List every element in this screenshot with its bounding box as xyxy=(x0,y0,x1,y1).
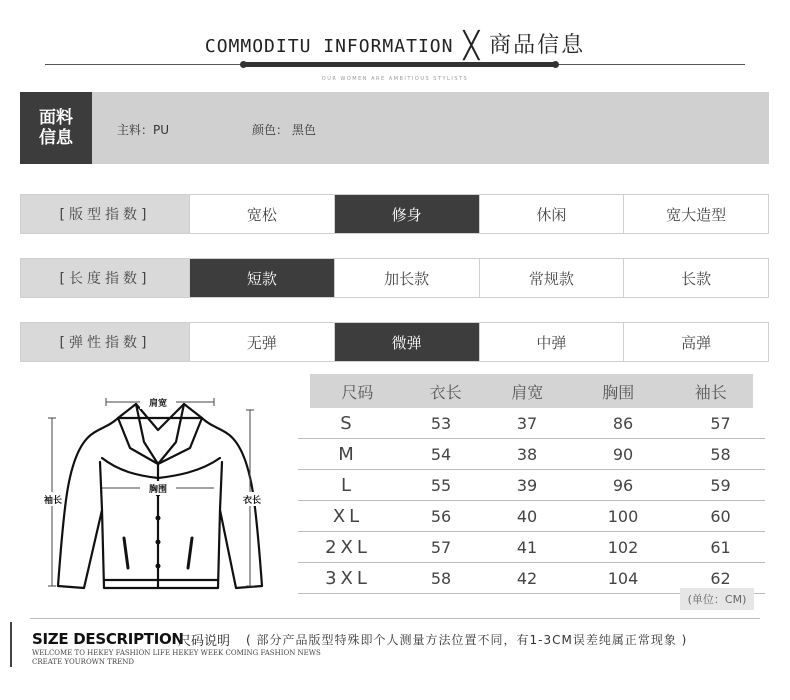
sleeve-cell: 58 xyxy=(710,444,731,464)
size-description-cn: 尺码说明 xyxy=(178,634,231,649)
fabric-label-line1: 面料 xyxy=(39,108,73,128)
elasticity-option: 中弹 xyxy=(479,323,624,361)
size-cell: S xyxy=(340,412,356,434)
size-cell: 3XL xyxy=(325,567,371,589)
sleeve-cell: 59 xyxy=(710,475,731,495)
size-cell: 2XL xyxy=(325,536,371,558)
fabric-info-panel xyxy=(20,92,769,164)
header-shoulder: 肩宽 xyxy=(511,382,544,402)
page-title xyxy=(0,28,790,61)
size-cell: L xyxy=(340,474,356,496)
length-index-label: [长度指数] xyxy=(21,259,189,297)
length-index-row xyxy=(20,258,769,298)
elasticity-index-label: [弹性指数] xyxy=(21,323,189,361)
elasticity-index-row xyxy=(20,322,769,362)
unit-label: (单位：CM) xyxy=(680,588,754,610)
length-cell: 54 xyxy=(430,444,452,464)
chest-cell: 96 xyxy=(612,475,634,495)
fabric-label-line2: 信息 xyxy=(39,128,73,148)
table-row xyxy=(298,408,765,439)
length-cell: 57 xyxy=(430,537,452,557)
chest-cell: 100 xyxy=(607,506,639,526)
fabric-material: 主料：PU xyxy=(117,123,170,137)
sleeve-cell: 61 xyxy=(710,537,731,557)
sleeve-cell: 57 xyxy=(710,413,731,433)
header-length: 衣长 xyxy=(429,382,462,402)
fit-index-label: [版型指数] xyxy=(21,195,189,233)
fit-option: 宽松 xyxy=(189,195,334,233)
size-cell: M xyxy=(338,443,358,465)
footer-slogan-1: WELCOME TO HEKEY FASHION LIFE HEKEY WEEK COMING FASHION NEWS xyxy=(32,649,321,657)
header-chest: 胸围 xyxy=(602,382,635,402)
sleeve-cell: 62 xyxy=(710,568,731,588)
header-dot-right xyxy=(552,61,559,68)
shoulder-cell: 42 xyxy=(516,568,538,588)
size-description-title: SIZE DESCRIPTION xyxy=(32,630,184,648)
shoulder-cell: 40 xyxy=(516,506,538,526)
size-table-header xyxy=(310,374,753,408)
elasticity-option: 微弹 xyxy=(334,323,479,361)
length-label: 衣长 xyxy=(242,496,262,506)
table-row xyxy=(298,439,765,470)
length-option: 短款 xyxy=(189,259,334,297)
chest-cell: 90 xyxy=(612,444,634,464)
sleeve-cell: 60 xyxy=(710,506,731,526)
header-subtitle: OUR WOMEN ARE AMBITIOUS STYLISTS xyxy=(321,76,469,82)
length-cell: 55 xyxy=(430,475,452,495)
shoulder-cell: 37 xyxy=(516,413,538,433)
shoulder-label: 肩宽 xyxy=(148,399,168,409)
title-chinese: 商品信息 xyxy=(489,33,586,58)
chest-cell: 86 xyxy=(612,413,634,433)
fabric-info-label xyxy=(20,92,92,164)
shoulder-cell: 39 xyxy=(516,475,538,495)
footer-accent-bar xyxy=(10,622,12,667)
length-cell: 53 xyxy=(430,413,452,433)
title-english: COMMODITU INFORMATION xyxy=(204,36,454,57)
fit-option: 修身 xyxy=(334,195,479,233)
fit-option: 宽大造型 xyxy=(623,195,768,233)
elasticity-option: 高弹 xyxy=(623,323,768,361)
header-dot-left xyxy=(240,61,247,68)
length-option: 加长款 xyxy=(334,259,479,297)
shoulder-cell: 38 xyxy=(516,444,538,464)
table-row xyxy=(298,532,765,563)
length-option: 长款 xyxy=(623,259,768,297)
fabric-color: 颜色： 黑色 xyxy=(252,123,316,137)
jacket-illustration xyxy=(40,390,275,600)
chest-cell: 102 xyxy=(607,537,639,557)
size-description-note: ( 部分产品版型特殊即个人测量方法位置不同，有1-3CM误差纯属正常现象 ) xyxy=(246,633,688,647)
footer-slogan-2: CREATE YOUROWN TREND xyxy=(32,658,135,666)
header-size: 尺码 xyxy=(341,382,374,402)
shoulder-cell: 41 xyxy=(516,537,538,557)
chest-label: 胸围 xyxy=(148,485,168,495)
sleeve-label: 袖长 xyxy=(43,496,63,506)
header-bar xyxy=(243,62,556,67)
elasticity-option: 无弹 xyxy=(189,323,334,361)
title-separator: ╳ xyxy=(463,31,480,61)
fit-index-row xyxy=(20,194,769,234)
fit-option: 休闲 xyxy=(479,195,624,233)
header-sleeve: 袖长 xyxy=(694,382,727,402)
size-cell: XL xyxy=(332,505,364,527)
jacket-measurement-diagram xyxy=(40,390,275,600)
length-option: 常规款 xyxy=(479,259,624,297)
table-row xyxy=(298,470,765,501)
chest-cell: 104 xyxy=(607,568,639,588)
table-row xyxy=(298,501,765,532)
length-cell: 56 xyxy=(430,506,452,526)
footer-divider xyxy=(30,618,760,619)
size-table xyxy=(298,374,765,594)
size-table-body xyxy=(298,408,765,594)
length-cell: 58 xyxy=(430,568,452,588)
